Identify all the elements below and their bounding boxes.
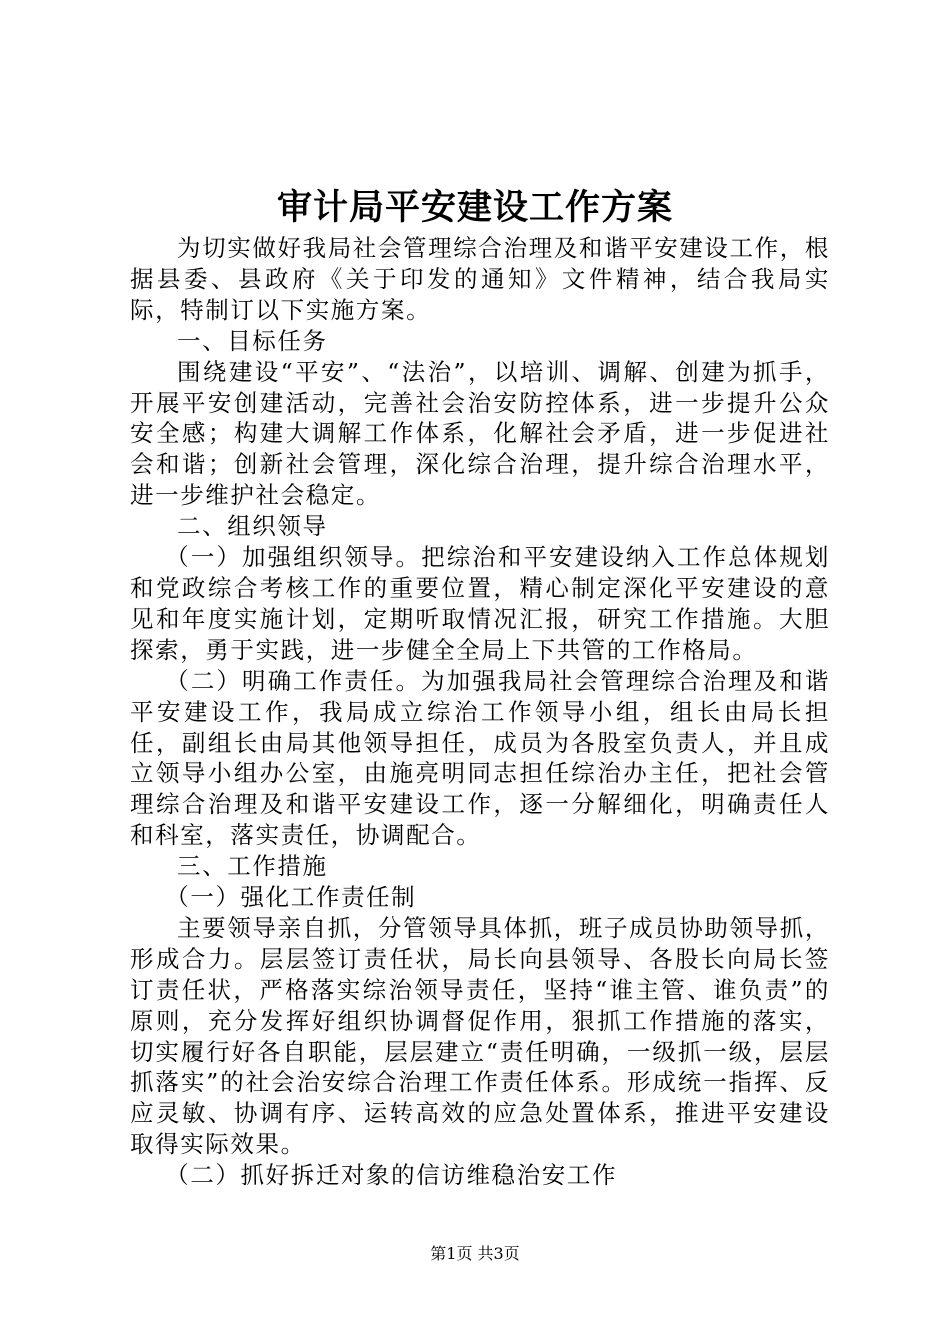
section-heading-organization: 二、组织领导 <box>177 512 328 541</box>
goals-paragraph: 围绕建设“平安”、“法治”，以培训、调解、创建为抓手，开展平安创建活动，完善社会治安防控体系，进一步提升公众安全感；构建大调解工作体系，化解社会矛盾，进一步促进社会和谐；创新社会管理，深化综合治理，提升综合治理水平，进一步维护社会稳定。 <box>130 357 830 510</box>
subheading-relocation: （二）抓好拆迁对象的信访维稳治安工作 <box>165 1161 618 1190</box>
responsibility-paragraph: 主要领导亲自抓，分管领导具体抓，班子成员协助领导抓，形成合力。层层签订责任状，局长向县领导、各股长向局长签订责任状，严格落实综治领导责任，坚持“谁主管、谁负责”的原则，充分发挥好组织协调督促作用，狠抓工作措施的落实，切实履行好各自职能，层层建立“责任明确，一级抓一级，层层抓落实”的社会治安综合治理工作责任体系。形成统一指挥、反应灵敏、协调有序、运转高效的应急处置体系，推进平安建设取得实际效果。 <box>130 913 830 1159</box>
organization-paragraph-1: （一）加强组织领导。把综治和平安建设纳入工作总体规划和党政综合考核工作的重要位置，精心制定深化平安建设的意见和年度实施计划，定期听取情况汇报，研究工作措施。大胆探索，勇于实践，进一步健全全局上下共管的工作格局。 <box>130 543 830 664</box>
section-heading-goals: 一、目标任务 <box>177 326 328 355</box>
organization-paragraph-2: （二）明确工作责任。为加强我局社会管理综合治理及和谐平安建设工作，我局成立综治工作领导小组，组长由局长担任，副组长由局其他领导担任，成员为各股室负责人，并且成立领导小组办公室，由施亮明同志担任综治办主任，把社会管理综合治理及和谐平安建设工作，逐一分解细化，明确责任人和科室，落实责任，协调配合。 <box>130 666 830 850</box>
intro-paragraph: 为切实做好我局社会管理综合治理及和谐平安建设工作，根据县委、县政府《关于印发的通知》文件精神，结合我局实际，特制订以下实施方案。 <box>130 234 830 324</box>
page-footer: 第1页 共3页 <box>430 1244 520 1263</box>
subheading-responsibility: （一）强化工作责任制 <box>165 883 417 912</box>
section-heading-measures: 三、工作措施 <box>177 852 328 881</box>
document-body <box>130 233 830 1191</box>
document-title: 审计局平安建设工作方案 <box>276 187 673 228</box>
